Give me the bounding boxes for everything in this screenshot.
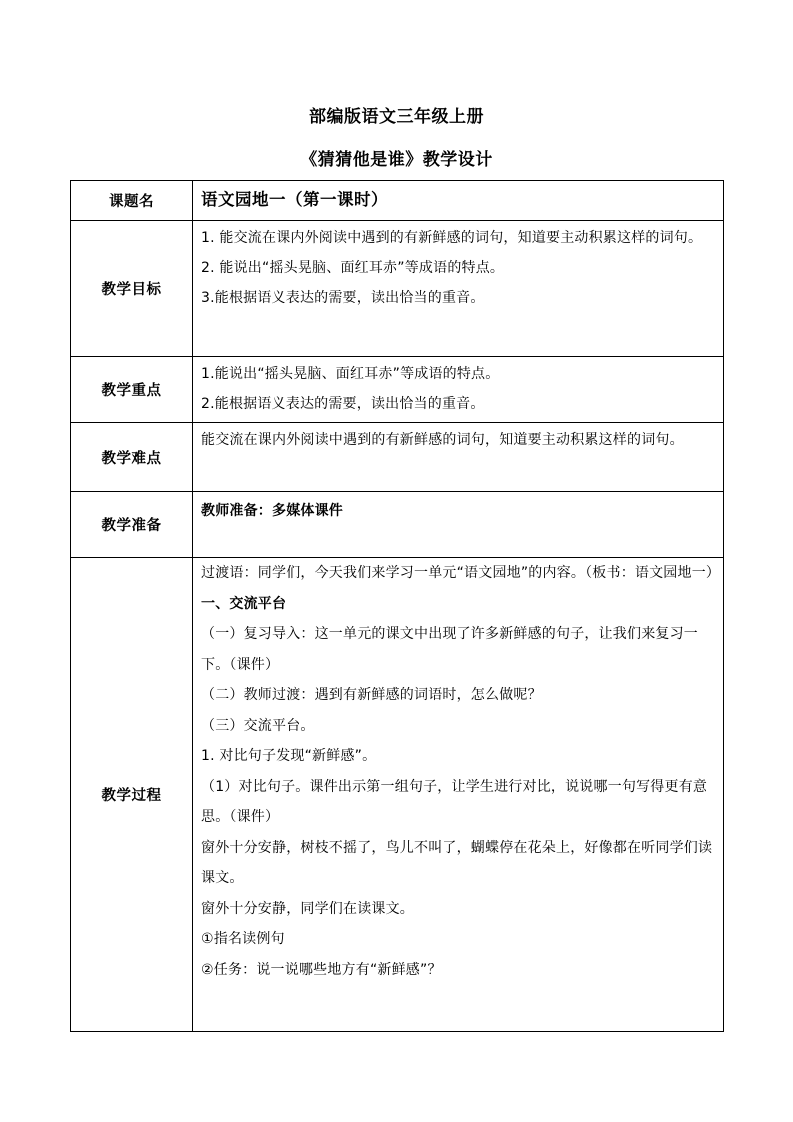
difficulties-cell [193, 423, 724, 492]
course-name-value: 语文园地一（第一课时） [201, 190, 388, 209]
goal-line: 3.能根据语义表达的需要，读出恰当的重音。 [201, 290, 485, 306]
goals-label: 教学目标 [71, 221, 193, 357]
key-points-cell [193, 357, 724, 423]
process-line: （二）教师过渡：遇到有新鲜感的词语时，怎么做呢？ [201, 687, 542, 703]
goal-line: 1. 能交流在课内外阅读中遇到的有新鲜感的词句，知道要主动积累这样的词句。 [201, 230, 703, 246]
course-name-label: 课题名 [71, 181, 193, 221]
difficulties-label: 教学难点 [71, 423, 193, 492]
process-line: ②任务：说一说哪些地方有“新鲜感”？ [201, 961, 442, 978]
table-row-process [71, 558, 724, 1032]
preparation-cell [193, 492, 724, 558]
process-line: 窗外十分安静，同学们在读课文。 [201, 900, 414, 917]
table-row-key-points [71, 357, 724, 423]
process-label: 教学过程 [71, 558, 193, 1032]
process-section-heading: 一、交流平台 [201, 595, 287, 612]
preparation-label: 教学准备 [71, 492, 193, 558]
process-line: 1. 对比句子发现“新鲜感”。 [201, 748, 377, 764]
process-line: 过渡语：同学们，今天我们来学习一单元“语文园地”的内容。（板书：语文园地一） [201, 565, 721, 581]
table-row-preparation [71, 492, 724, 558]
process-cell [193, 558, 724, 1032]
document-subtitle: 《猜猜他是谁》教学设计 [300, 150, 493, 170]
process-line: （1）对比句子。课件出示第一组句子，让学生进行对比，说说哪一句写得更有意思。（课件） [201, 778, 708, 825]
key-points-label: 教学重点 [71, 357, 193, 423]
document-title: 部编版语文三年级上册 [309, 107, 484, 127]
goal-line: 2. 能说出“摇头晃脑、面红耳赤”等成语的特点。 [201, 260, 505, 276]
table-row-difficulties [71, 423, 724, 492]
key-point-line: 1.能说出“摇头晃脑、面红耳赤”等成语的特点。 [201, 366, 500, 382]
preparation-value: 教师准备：多媒体课件 [201, 503, 343, 519]
key-point-line: 2.能根据语义表达的需要，读出恰当的重音。 [201, 396, 485, 412]
process-line: （一）复习导入：这一单元的课文中出现了许多新鲜感的句子，让我们来复习一下。（课件） [201, 626, 698, 673]
course-name-cell [193, 181, 724, 221]
goals-cell [193, 221, 724, 357]
lesson-plan-table [70, 180, 724, 1032]
process-line: 窗外十分安静，树枝不摇了，鸟儿不叫了，蝴蝶停在花朵上，好像都在听同学们读课文。 [201, 839, 713, 886]
difficulty-line: 能交流在课内外阅读中遇到的有新鲜感的词句，知道要主动积累这样的词句。 [201, 432, 684, 448]
process-line: ①指名读例句 [201, 931, 285, 947]
process-line: （三）交流平台。 [201, 717, 315, 734]
table-row-course-name [71, 181, 724, 221]
table-row-goals [71, 221, 724, 357]
